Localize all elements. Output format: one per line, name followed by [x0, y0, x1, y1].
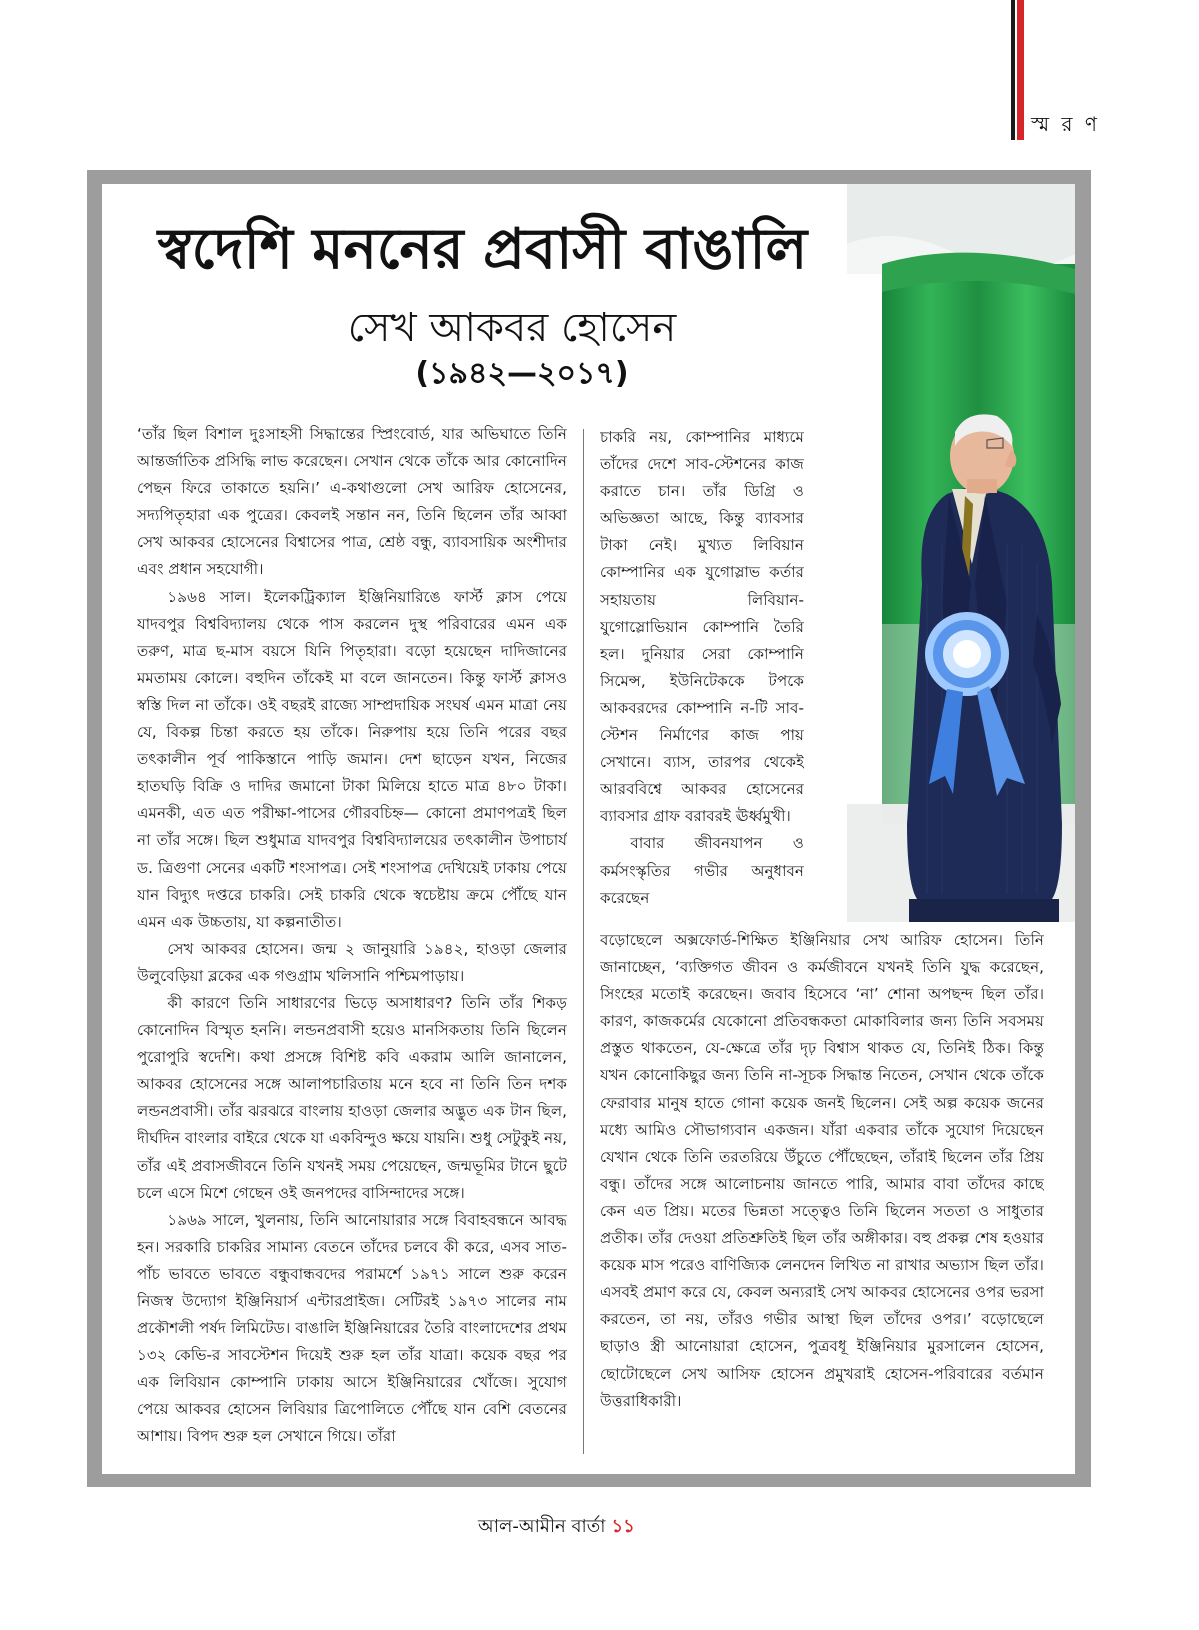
article-title: স্বদেশি মননের প্রবাসী বাঙালি [157, 216, 808, 282]
portrait-illustration [847, 184, 1075, 922]
header-rule-black [1011, 0, 1015, 140]
section-label: স্ম র ণ [1031, 112, 1100, 136]
paragraph: কী কারণে তিনি সাধারণের ভিড়ে অসাধারণ? তিনি তাঁর শিকড় কোনোদিন বিস্মৃত হননি। লন্ডনপ্রবাসী হয়েও মানসিকতায় তিনি ছিলেন পুরোপুরি স্বদেশি। কথা প্রসঙ্গে বিশিষ্ট কবি একরাম আলি জানালেন, আকবর হোসেনের সঙ্গে আলাপচারিতায় মনে হবে না তিনি তিন দশক লন্ডনপ্রবাসী। তাঁর ঝরঝরে বাংলায় হাওড়া জেলার অদ্ভুত এক টান ছিল, দীর্ঘদিন বাংলার বাইরে থেকে যা একবিন্দুও ক্ষয়ে যায়নি। শুধু সেটুকুই নয়, তাঁর এই প্রবাসজীবনে তিনি যখনই সময় পেয়েছেন, জন্মভূমির টানে ছুটে চলে এসে মিশে গেছেন ওই জনপদের বাসিন্দাদের সঙ্গে। [137, 993, 567, 1202]
portrait-photo [847, 184, 1075, 922]
article-column-left [137, 421, 567, 1466]
page-footer [478, 1512, 635, 1543]
paragraph: ১৯৬৯ সালে, খুলনায়, তিনি আনোয়ারার সঙ্গে বিবাহবন্ধনে আবদ্ধ হন। সরকারি চাকরির সামান্য বেতনে তাঁদের চলবে কী করে, এসব সাত-পাঁচ ভাবতে ভাবতে বন্ধুবান্ধবদের পরামর্শে ১৯৭১ সালে শুরু করেন নিজস্ব উদ্যোগ ইঞ্জিনিয়ার্স এন্টারপ্রাইজ। সেটিরই ১৯৭৩ সালের নাম প্রকৌশলী পর্ষদ লিমিটেড। বাঙালি ইঞ্জিনিয়ারের তৈরি বাংলাদেশের প্রথম ১৩২ কেভি-র সাবস্টেশন দিয়েই শুরু হল তাঁর যাত্রা। কয়েক বছর পর এক লিবিয়ান কোম্পানি ঢাকায় আসে ইঞ্জিনিয়ারের খোঁজে। সুযোগ পেয়ে আকবর হোসেন লিবিয়ার ত্রিপোলিতে পৌঁছে যান বেশি বেতনের আশায়। বিপদ শুরু হল সেখানে গিয়ে। তাঁরা [137, 1210, 567, 1446]
article-panel [102, 184, 1075, 1474]
header-rule-red [1017, 0, 1024, 140]
paragraph: বাবার জীবনযাপন ও কর্মসংস্কৃতির গভীর অনুধাবন করেছেন [600, 834, 804, 907]
column-divider [583, 429, 584, 1454]
paragraph: বড়োছেলে অক্সফোর্ড-শিক্ষিত ইঞ্জিনিয়ার সেখ আরিফ হোসেন। তিনি জানাচ্ছেন, ‘ব্যক্তিগত জীবন ও কর্মজীবনে যখনই তিনি যুদ্ধ করেছেন, সিংহের মতোই করেছেন। জবাব হিসেবে ‘না’ শোনা অপছন্দ ছিল তাঁর। কারণ, কাজকর্মের যেকোনো প্রতিবন্ধকতা মোকাবিলার জন্য তিনি সবসময় প্রস্তুত থাকতেন, যে-ক্ষেত্রে তাঁর দৃঢ় বিশ্বাস থাকত যে, তিনিই ঠিক। কিন্তু যখন কোনোকিছুর জন্য তিনি না-সূচক সিদ্ধান্ত নিতেন, সেখান থেকে তাঁকে ফেরাবার মানুষ হাতে গোনা কয়েক জনই ছিলেন। সেই অল্প কয়েক জনের মধ্যে আমিও সৌভাগ্যবান একজন। যাঁরা একবার তাঁকে সুযোগ দিয়েছেন যেখান থেকে তিনি তরতরিয়ে উঁচুতে পৌঁছেছেন, তাঁরাই ছিলেন তাঁর প্রিয় বন্ধু। তাঁদের সঙ্গে আলোচনায় জানতে পারি, আমার বাবা তাঁদের কাছে কেন এত প্রিয়। মতের ভিন্নতা সত্ত্বেও তিনি ছিলেন সততা ও সাধুতার প্রতীক। তাঁর দেওয়া প্রতিশ্রুতিই ছিল তাঁর অঙ্গীকার। বহু প্রকল্প শেষ হওয়ার কয়েক মাস পরেও বাণিজ্যিক লেনদেন লিখিত না রাখার অভ্যাস ছিল তাঁর। এসবই প্রমাণ করে যে, কেবল অন্যরাই সেখ আকবর হোসেনের ওপর ভরসা করতেন, তা নয়, তাঁরও গভীর আস্থা ছিল তাঁদের ওপর।’ বড়োছেলে ছাড়াও স্ত্রী আনোয়ারা হোসেন, পুত্রবধূ ইঞ্জিনিয়ার মুরসালেন হোসেন, ছোটোছেলে সেখ আসিফ হোসেন প্রমুখরাই হোসেন-পরিবারের বর্তমান উত্তরাধিকারী। [600, 931, 1044, 1410]
article-subject-name: সেখ আকবর হোসেন [347, 305, 677, 351]
article-subject-years: (১৯৪২—২০১৭) [415, 356, 629, 391]
paragraph: ‘তাঁর ছিল বিশাল দুঃসাহসী সিদ্ধান্তের স্প্রিংবোর্ড, যার অভিঘাতে তিনি আন্তর্জাতিক প্রসিদ্ধি লাভ করেছেন। সেখান থেকে তাঁকে আর কোনোদিন পেছন ফিরে তাকাতে হয়নি।’ এ-কথাগুলো সেখ আরিফ হোসেনের, সদ্যপিতৃহারা এক পুত্রের। কেবলই সন্তান নন, তিনি ছিলেন তাঁর আব্বা সেখ আকবর হোসেনের বিশ্বাসের পাত্র, শ্রেষ্ঠ বন্ধু, ব্যাবসায়িক অংশীদার এবং প্রধান সহযোগী। [137, 425, 567, 579]
paragraph: সেখ আকবর হোসেন। জন্ম ২ জানুয়ারি ১৯৪২, হাওড়া জেলার উলুবেড়িয়া ব্লকের এক গণ্ডগ্রাম খলিসানি পশ্চিমপাড়ায়। [137, 939, 567, 985]
publication-name: আল-আমীন বার্তা [478, 1516, 606, 1537]
page-number: ১১ [611, 1516, 635, 1537]
paragraph: ১৯৬৪ সাল। ইলেকট্রিক্যাল ইঞ্জিনিয়ারিঙে ফার্স্ট ক্লাস পেয়ে যাদবপুর বিশ্ববিদ্যালয় থেকে পাস করলেন দুস্থ পরিবারের এমন এক তরুণ, মাত্র ছ-মাস বয়সে যিনি পিতৃহারা। বড়ো হয়েছেন দাদিজানের মমতাময় কোলে। বহুদিন তাঁকেই মা বলে জানতেন। কিন্তু ফার্স্ট ক্লাসও স্বস্তি দিল না তাঁকে। ওই বছরই রাজ্যে সাম্প্রদায়িক সংঘর্ষ এমন মাত্রা নেয় যে, বিকল্প চিন্তা করতে হয় তাঁকে। নিরুপায় হয়ে তিনি পরের বছর তৎকালীন পূর্ব পাকিস্তানে পাড়ি জমান। দেশ ছাড়েন যখন, নিজের হাতঘড়ি বিক্রি ও দাদির জমানো টাকা মিলিয়ে হাতে মাত্র ৪৮০ টাকা। এমনকী, এত এত পরীক্ষা-পাসের গৌরবচিহ্ন— কোনো প্রমাণপত্রই ছিল না তাঁর সঙ্গে। ছিল শুধুমাত্র যাদবপুর বিশ্ববিদ্যালয়ের তৎকালীন উপাচার্য ড. ত্রিগুণা সেনের একটি শংসাপত্র। সেই শংসাপত্র দেখিয়েই ঢাকায় পেয়ে যান বিদ্যুৎ দপ্তরে চাকরি। সেই চাকরি থেকে স্বচেষ্টায় ক্রমে পৌঁছে যান এমন এক উচ্চতায়, যা কল্পনাতীত। [137, 587, 567, 931]
paragraph: চাকরি নয়, কোম্পানির মাধ্যমে তাঁদের দেশে সাব-স্টেশনের কাজ করাতে চান। তাঁর ডিগ্রি ও অভিজ্ঞতা আছে, কিন্তু ব্যাবসার টাকা নেই। মুখ্যত লিবিয়ান কোম্পানির এক যুগোস্লাভ কর্তার সহায়তায় লিবিয়ান-যুগোস্লোভিয়ান কোম্পানি তৈরি হল। দুনিয়ার সেরা কোম্পানি সিমেন্স, ইউনিটেককে টপকে আকবরদের কোম্পানি ন-টি সাব-স্টেশন নির্মাণের কাজ পায় সেখানে। ব্যাস, তারপর থেকেই আরববিশ্বে আকবর হোসেনের ব্যাবসার গ্রাফ বরাবরই ঊর্ধ্বমুখী। [600, 428, 804, 826]
article-column-right-top [600, 424, 804, 927]
article-column-right-bottom [600, 927, 1044, 1467]
